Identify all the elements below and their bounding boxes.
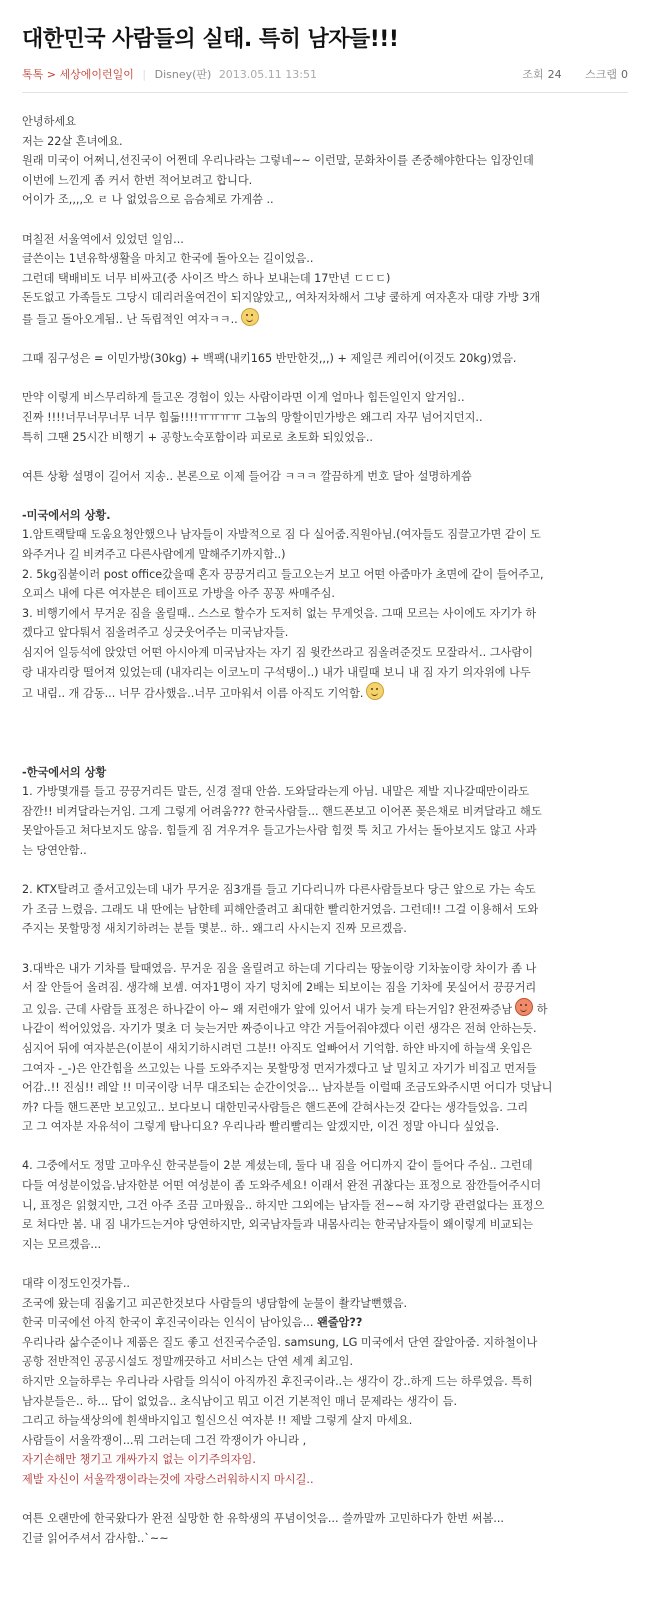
- body-line: [22, 643, 634, 663]
- body-line-text: -한국에서의 상황: [22, 765, 107, 779]
- body-line: [22, 978, 634, 998]
- body-line: [22, 1196, 634, 1216]
- body-line-text: 가 조금 느렸음. 그래도 내 딴에는 남한테 피해안줄려고 최대한 빨리한거였음. 그런데!! 그걸 이용해서 도와: [22, 902, 539, 916]
- body-line-text: 사람들이 서울깍쟁이...뭐 그러는데 그건 깍쟁이가 아니라 ,: [22, 1433, 307, 1447]
- body-line: [22, 408, 634, 428]
- body-line-text: 겠다고 앞다퉈서 짐올려주고 싱긋웃어주는 미국남자들.: [22, 626, 289, 640]
- body-line-text: 그런데 택배비도 너무 비싸고(중 사이즈 박스 하나 보내는데 17만년 ㄷㄷㄷ): [22, 271, 391, 285]
- body-line: [22, 1215, 634, 1235]
- body-line-text: 니, 표정은 읽혔지만, 그건 아주 조끔 고마웠음.. 하지만 그외에는 남자들 전~~혀 자기랑 관련없다는 표정으: [22, 1198, 545, 1212]
- body-line: [22, 1294, 634, 1314]
- body-line-emphasis: 왠줄암??: [316, 1316, 363, 1330]
- body-line: [22, 132, 634, 152]
- body-line: [22, 1039, 634, 1059]
- body-line-text: 주지는 못할망정 새치기하려는 분들 몇분.. 하.. 왜그리 사시는지 진짜 모르겠음.: [22, 922, 407, 936]
- body-line: [22, 288, 634, 308]
- body-line: [22, 151, 634, 171]
- scrap-count: 0: [621, 68, 628, 81]
- post-title: 대한민국 사람들의 실태. 특히 남자들!!!: [22, 27, 399, 52]
- body-line-text: 로 쳐다만 봄. 내 짐 내가드는거야 당연하지만, 외국남자들과 내몸사리는 한국남자들이 왜이렇게 비교되는: [22, 1218, 533, 1232]
- body-line-text: 고 그 여자분 자유석이 그렇게 탐나디요? 우리나라 빨리빨리는 알겠지만, 이건 정말 아니다 싶었음.: [22, 1120, 500, 1134]
- body-line-text: 오피스 내에 다른 여자분은 테이프로 가방을 아주 꽁꽁 싸매주심.: [22, 587, 335, 601]
- views-count: 24: [547, 68, 562, 81]
- body-line-text: 를 들고 돌아오게됨.. 난 독립적인 여자ㅋㅋ..: [22, 312, 238, 326]
- breadcrumb-category-link[interactable]: 세상에이런일이: [59, 68, 134, 81]
- body-line-text: 원래 미국이 어쩌니,선진국이 어쩐데 우리나라는 그렇네~~ 이런말, 문화차이를 존중해야한다는 입장인데: [22, 154, 534, 168]
- body-line: [22, 763, 634, 783]
- body-line-text: 까? 다들 핸드폰만 보고있고.. 보다보니 대한민국사람들은 핸드폰에 갇혀사는것 같다는 생각들었음. 그리: [22, 1100, 529, 1114]
- post-author[interactable]: Disney(판): [154, 68, 212, 81]
- body-line-text: 남자분들은.. 하... 답이 없었음.. 초식남이고 뭐고 이건 기본적인 매너 문제라는 생각이 듬.: [22, 1394, 458, 1408]
- body-line-tail: 하: [533, 1002, 548, 1016]
- body-line: [22, 604, 634, 624]
- blank-line: [22, 1254, 634, 1274]
- body-line: [22, 388, 634, 408]
- body-line-text: -미국에서의 상황.: [22, 508, 111, 522]
- blank-line: [22, 939, 634, 959]
- views-label: 조회: [522, 68, 544, 81]
- blank-line: [22, 723, 634, 743]
- body-line: [22, 171, 634, 191]
- body-line-text: 3.대박은 내가 기차를 탈때였음. 무거운 짐을 올릴려고 하는데 기다리는 땅높이랑 기차높이랑 차이가 좀 나: [22, 961, 537, 975]
- body-line-text: 나같이 썩어있었음. 자기가 몇초 더 늦는거만 짜증이나고 약간 거들어줘야겠다 이런 생각은 전혀 안하는듯.: [22, 1022, 537, 1036]
- body-line: [22, 959, 634, 979]
- blank-line: [22, 330, 634, 350]
- body-line-text: 2. KTX탈려고 줄서고있는데 내가 무거운 짐3개를 들고 기다리니까 다른사람들보다 당근 앞으로 가는 속도: [22, 883, 536, 897]
- body-line-text: 심지어 뒤에 여자분은(이분이 새치기하시려던 그분!! 아직도 얼빠어서 기억함. 하얀 바지에 하늘색 옷입은: [22, 1041, 532, 1055]
- body-line: [22, 190, 634, 210]
- body-line: [22, 1470, 634, 1490]
- body-line-text: 한국 미국에선 아직 한국이 후진국이라는 인식이 남아있음...: [22, 1316, 317, 1330]
- body-line-text: 특히 그땐 25시간 비행기 + 공항노숙포함이라 피로로 초토화 되있었음..: [22, 430, 373, 444]
- body-line-text: 돈도없고 가족들도 그당시 데리러올여건이 되지않았고,, 여차저차해서 그냥 쿨하게 여자혼자 대량 가방 3개: [22, 291, 541, 305]
- blank-line: [22, 369, 634, 389]
- body-line: [22, 1509, 634, 1529]
- body-line-text: 안녕하세요: [22, 115, 77, 128]
- body-line-text: 1.암트랙탈때 도움요청안했으나 남자들이 자발적으로 짐 다 실어줌.직원아님.(여자들도 짐끌고가면 같이 도: [22, 528, 541, 542]
- body-line-text: 서 잘 안들어 올려짐. 생각해 보셈. 여자1명이 자기 덩치에 2배는 되보이는 짐을 기차에 못실어서 끙끙거리: [22, 981, 537, 995]
- breadcrumb: [22, 68, 137, 81]
- body-line: [22, 545, 634, 565]
- breadcrumb-board-link[interactable]: 톡톡: [22, 68, 44, 81]
- body-line: [22, 821, 634, 841]
- body-line-text: 그여자 -_-)은 안간힘을 쓰고있는 나를 도와주지는 못할망정 먼저가겠다고 날 밀치고 자기가 비집고 먼저들: [22, 1061, 537, 1075]
- body-line-text: 여튼 오랜만에 한국왔다가 완전 실망한 한 유학생의 푸념이엇음... 쓸까말까 고민하다가 한번 써봄...: [22, 1512, 504, 1526]
- post-stats: [522, 66, 628, 82]
- body-line-text: 3. 비행기에서 무거운 짐을 올릴때.. 스스로 할수가 도저히 없는 무게엇음. 그때 모르는 사이에도 자기가 하: [22, 606, 537, 620]
- body-line: [22, 919, 634, 939]
- body-line-text: 제발 자신이 서울깍쟁이라는것에 자랑스러워하시지 마시길..: [22, 1472, 314, 1486]
- body-line-text: 우리나라 삶수준이나 제품은 질도 좋고 선진국수준임. samsung, LG 미국에서 단연 잘알아줌. 지하철이나: [22, 1335, 538, 1349]
- body-line: [22, 1431, 634, 1451]
- body-line-text: 하지만 오늘하루는 우리나라 사람들 의식이 아직까진 후진국이라..는 생각이 강..하게 드는 하루였음. 특히: [22, 1375, 533, 1388]
- body-line: [22, 998, 634, 1020]
- blank-line: [22, 486, 634, 506]
- body-line-text: 심지어 일등석에 앉았던 어떤 아시아계 미국남자는 자기 짐 윗칸쓰라고 짐올려준것도 모잘라서.. 그사람이: [22, 646, 533, 660]
- body-line-text: 와주거나 길 비켜주고 다른사람에게 말해주기까지함..): [22, 548, 286, 562]
- scrap-button[interactable]: 스크랩: [585, 68, 617, 81]
- body-line: [22, 1117, 634, 1137]
- body-line-text: 그때 짐구성은 = 이민가방(30kg) + 백팩(내키165 반만한것,,,) + 제일큰 케리어(이것도 20kg)였음.: [22, 352, 517, 366]
- body-line-text: 고 내림.. 개 감동... 너무 감사했음..너무 고마워서 이름 아직도 기억함.: [22, 687, 364, 701]
- body-line-text: 잠깐!! 비켜달라는거임. 그게 그렇게 어려움??? 한국사람들... 핸드폰보고 이어폰 꽂은채로 비켜달라고 해도: [22, 804, 542, 818]
- body-line: [22, 1372, 634, 1392]
- post-date: 2013.05.11 13:51: [218, 68, 317, 81]
- body-line-text: 자기손해만 챙기고 개싸가지 없는 이기주의자임.: [22, 1453, 256, 1467]
- body-line: [22, 1352, 634, 1372]
- smile-emoticon-icon: [366, 682, 384, 700]
- body-line: [22, 349, 634, 369]
- body-line: [22, 900, 634, 920]
- body-line: [22, 1059, 634, 1079]
- body-line: [22, 880, 634, 900]
- body-line: [22, 1392, 634, 1412]
- blank-line: [22, 861, 634, 881]
- body-line-text: 저는 22살 흔녀에요.: [22, 134, 123, 148]
- body-line-text: 글쓴이는 1년유학생활을 마치고 한국에 돌아오는 길이었음..: [22, 252, 314, 266]
- body-line: [22, 623, 634, 643]
- body-line-text: 4. 그중에서도 정말 고마우신 한국분들이 2분 계셨는데, 둘다 내 짐을 어디까지 같이 들어다 주심.. 그런데: [22, 1159, 533, 1173]
- body-line-text: 2. 5kg짐붙이러 post office갔을때 혼자 끙끙거리고 들고오는거 보고 어떤 아줌마가 초면에 같이 들어주고,: [22, 567, 544, 581]
- body-line-text: 긴글 읽어주셔서 감사함..`~~: [22, 1531, 169, 1545]
- body-line-text: 그리고 하늘색상의에 흰색바지입고 힐신으신 여자분 !! 제발 그렇게 살지 마세요.: [22, 1414, 413, 1428]
- body-line: [22, 269, 634, 289]
- body-line-text: 조국에 왔는데 짐옮기고 피곤한것보다 사람들의 냉담함에 눈물이 촬칵날뻔했음.: [22, 1296, 408, 1310]
- body-line: [22, 663, 634, 683]
- body-line: [22, 1156, 634, 1176]
- body-line: [22, 467, 634, 487]
- body-line-text: 지는 모르겠음...: [22, 1237, 102, 1251]
- body-line: [22, 565, 634, 585]
- body-line-text: 만약 이렇게 비스무리하게 들고온 경험이 있는 사람이라면 이게 얼마나 힘든일인지 알거임..: [22, 391, 465, 405]
- body-line-text: 못알아듣고 쳐다보지도 않음. 힘들게 짐 겨우겨우 들고가는사람 힘껏 툭 치고 가서는 돌아보지도 않고 사과: [22, 824, 537, 838]
- body-line: [22, 1176, 634, 1196]
- body-line-text: 는 당연안함..: [22, 843, 87, 857]
- body-line: [22, 802, 634, 822]
- blank-line: [22, 743, 634, 763]
- body-line: [22, 1529, 634, 1549]
- angry-emoticon-icon: [515, 998, 533, 1016]
- body-line-text: 며칠전 서울역에서 있었던 일임...: [22, 232, 184, 246]
- post-meta: [22, 66, 628, 86]
- body-line: [22, 308, 634, 330]
- body-line-text: 랑 내자리랑 떨어져 있었는데 (내자리는 이코노미 구석탱이..) 내가 내릴때 보니 내 짐 자기 의자위에 나두: [22, 665, 531, 679]
- blank-line: [22, 1490, 634, 1510]
- body-line: [22, 584, 634, 604]
- post-body: [22, 112, 634, 1548]
- body-line: [22, 506, 634, 526]
- body-line: [22, 1333, 634, 1353]
- body-line: [22, 428, 634, 448]
- body-line: [22, 230, 634, 250]
- body-line: [22, 1078, 634, 1098]
- smile-emoticon-icon: [241, 308, 259, 326]
- body-line-text: 다들 여성분이었음.남자한분 어떤 여성분이 좀 도와주세요! 이래서 완전 귀찮다는 표정으로 잠깐들어주시더: [22, 1179, 542, 1193]
- meta-separator: |: [142, 68, 147, 81]
- body-line: [22, 112, 634, 132]
- body-line: [22, 1313, 634, 1333]
- body-line: [22, 841, 634, 861]
- blank-line: [22, 210, 634, 230]
- body-line: [22, 1411, 634, 1431]
- body-line: [22, 1019, 634, 1039]
- body-line-text: 1. 가방몇개를 들고 끙끙거리든 말든, 신경 절대 안씀. 도와달라는게 아님. 내말은 제발 지나갈때만이라도: [22, 785, 530, 799]
- body-line-text: 어이가 조,,,,오 ㄹ 나 없었음으로 음슴체로 가게씀 ..: [22, 193, 274, 207]
- body-line-text: 대략 이정도인것가틈..: [22, 1277, 130, 1291]
- blank-line: [22, 704, 634, 724]
- breadcrumb-arrow: >: [46, 68, 56, 81]
- body-line: [22, 525, 634, 545]
- body-line: [22, 1235, 634, 1255]
- blank-line: [22, 1137, 634, 1157]
- body-line-text: 진짜 !!!!너무너무너무 너무 힘듦!!!!ㅠㅠㅠㅠ 그놈의 망할이민가방은 왜그리 자꾸 넘어지던지..: [22, 410, 483, 424]
- blank-line: [22, 447, 634, 467]
- body-line-text: 공항 전반적인 공공시설도 정말깨끗하고 서비스는 단연 세계 최고임.: [22, 1355, 354, 1369]
- body-line-text: 여튼 상황 설명이 길어서 지송.. 본론으로 이제 들어감 ㅋㅋㅋ 깔끔하게 번호 달아 설명하게씀: [22, 469, 472, 483]
- body-line: [22, 1274, 634, 1294]
- body-line: [22, 249, 634, 269]
- body-line: [22, 782, 634, 802]
- body-line-text: 이번에 느낀게 좀 커서 한번 적어보려고 합니다.: [22, 173, 253, 187]
- body-line: [22, 1450, 634, 1470]
- body-line: [22, 682, 634, 704]
- body-line: [22, 1098, 634, 1118]
- body-line-text: 어감..!! 진심!! 레알 !! 미국이랑 너무 대조되는 순간이엇음... 남자분들 이럴때 조금도와주시면 어디가 덧납니: [22, 1081, 553, 1095]
- header-divider: [22, 92, 628, 93]
- body-line-text: 고 있음. 근데 사람들 표정은 하나같이 아~ 왜 저런애가 앞에 있어서 내가 늦게 타는거임? 완전짜증남: [22, 1002, 513, 1016]
